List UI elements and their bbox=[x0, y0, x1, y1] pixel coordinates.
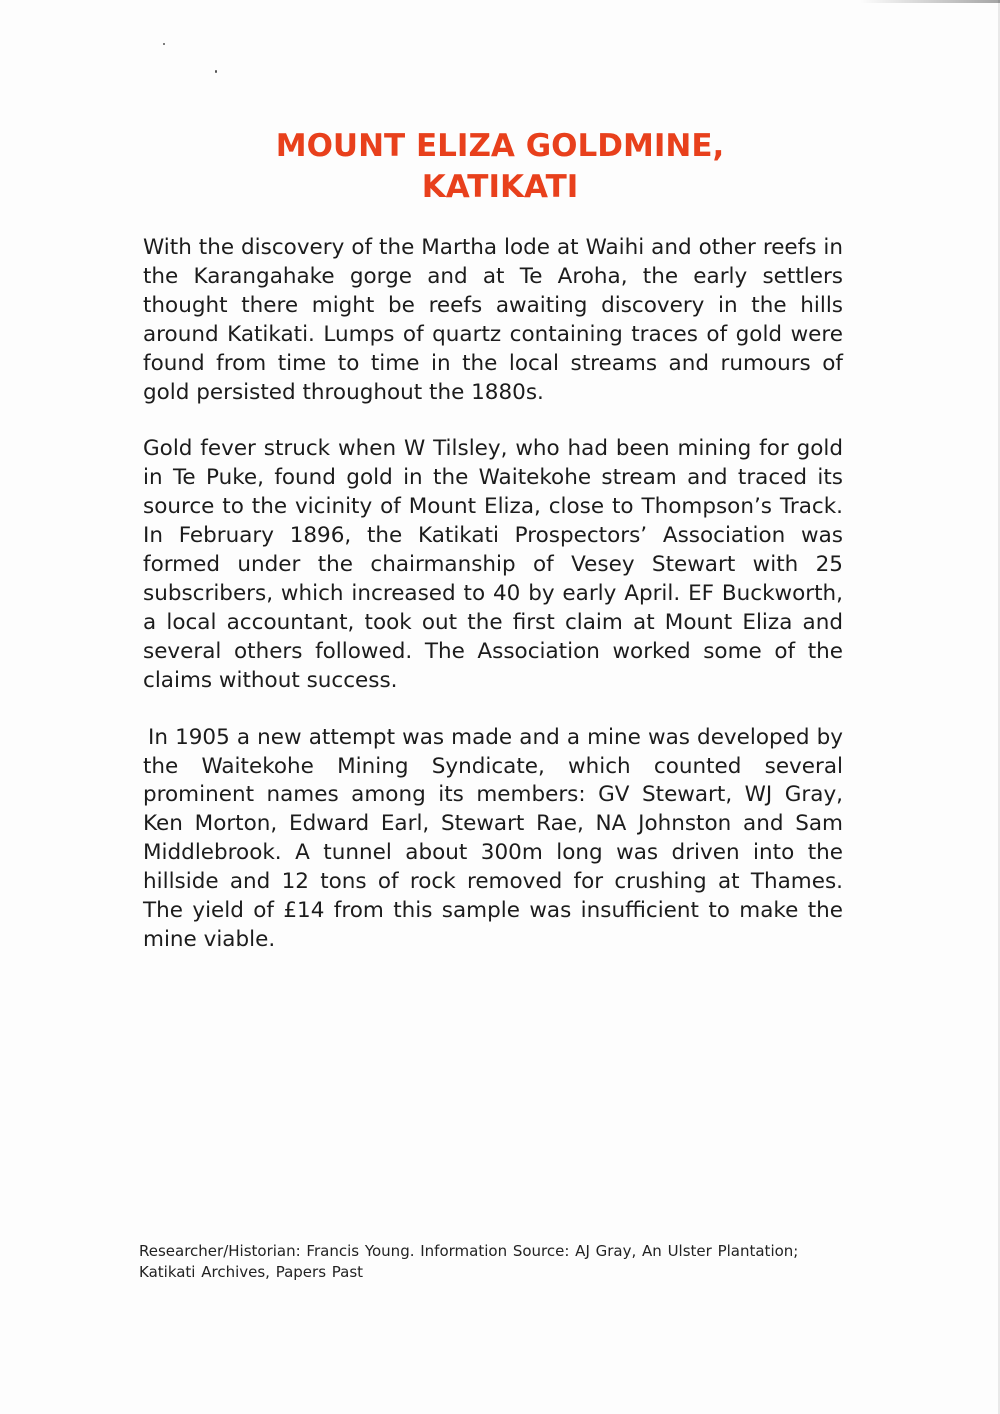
paragraph-1: With the discovery of the Martha lode at Waihi and other reefs in the Karangahake gorge and at Te Aroha, the early settlers thought there might be reefs awaiting discovery in the hills around Katikati. Lumps of quartz containing traces of gold were found from time to time in the local streams and rumours of gold persisted throughout the 1880s. bbox=[143, 235, 843, 405]
page-title bbox=[120, 126, 880, 208]
scan-speck bbox=[215, 70, 217, 73]
paragraph-2: Gold fever struck when W Tilsley, who had been mining for gold in Te Puke, found gold in the Waitekohe stream and traced its source to the vicinity of Mount Eliza, close to Thompson’s Track. In February 1896, the Katikati Prospectors’ Association was formed under the chairmanship of Vesey Stewart with 25 subscribers, which increased to 40 by early April. EF Buckworth, a local accountant, took out the first claim at Mount Eliza and several others followed. The Association worked some of the claims without success. bbox=[143, 436, 843, 693]
paragraph-3: In 1905 a new attempt was made and a mine was developed by the Waitekohe Mining Syndicate, which counted several prominent names among its members: GV Stewart, WJ Gray, Ken Morton, Edward Earl, Stewart Rae, NA Johnston and Sam Middlebrook. A tunnel about 300m long was driven into the hillside and 12 tons of rock removed for crushing at Thames. The yield of £14 from this sample was insufficient to make the mine viable. bbox=[143, 724, 843, 952]
source-credits: Researcher/Historian: Francis Young. Information Source: AJ Gray, An Ulster Plantation; Katikati Archives, Papers Past bbox=[139, 1242, 799, 1281]
title-line-1: MOUNT ELIZA GOLDMINE, bbox=[275, 128, 725, 164]
title-line-2: KATIKATI bbox=[421, 169, 579, 205]
article-body bbox=[143, 234, 843, 983]
scan-speck bbox=[163, 43, 165, 45]
scan-edge-shadow bbox=[860, 0, 1000, 3]
